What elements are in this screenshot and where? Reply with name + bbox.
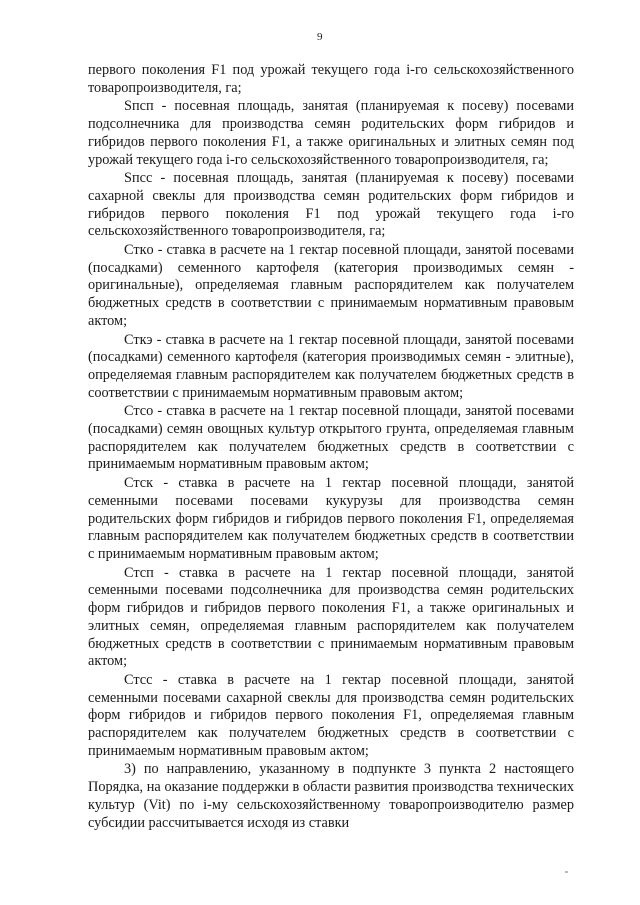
paragraph-spsp-definition: Sпсп - посевная площадь, занятая (планируемая к посеву) посевами подсолнечника для производства семян родительских форм гибридов и гибридов первого поколения F1, а также оригинальных и элитных семян под урожай текущего года i-го сельскохозяйственного товаропроизводителя, га;: [88, 98, 574, 168]
paragraph-continuation: первого поколения F1 под урожай текущего года i-го сельскохозяйственного товаропроизводителя, га;: [88, 62, 574, 96]
scan-speck: [565, 871, 568, 873]
paragraph-stko-definition: Сткo - ставка в расчете на 1 гектар посевной площади, занятой посевами (посадками) семенного картофеля (категория производимых семян - оригинальные), определяемая главным распорядителем как получателем бюджетных средств в соответствии с принимаемым нормативным правовым актом;: [88, 242, 574, 329]
paragraph-stss-definition: Стсс - ставка в расчете на 1 гектар посевной площади, занятой семенными посевами сахарной свеклы для производства семян родительских форм гибридов и гибридов первого поколения F1, определяемая главным распорядителем как получателем бюджетных средств в соответствии с принимаемым нормативным правовым актом;: [88, 671, 574, 759]
paragraph-item-3: 3) по направлению, указанному в подпункте 3 пункта 2 настоящего Порядка, на оказание поддержки в области развития производства технических культур (Vit) по i-му сельскохозяйственному товаропроизводителю размер субсидии рассчитывается исходя из ставки: [88, 761, 574, 831]
paragraph-stsk-definition: Стск - ставка в расчете на 1 гектар посевной площади, занятой семенными посевами посевами кукурузы для производства семян родительских форм гибридов и гибридов первого поколения F1, определяемая главным распорядителем как получателем бюджетных средств в соответствии с принимаемым нормативным правовым актом;: [88, 475, 574, 562]
document-body: [88, 62, 574, 832]
paragraph-spss-definition: Sпсс - посевная площадь, занятая (планируемая к посеву) посевами сахарной свеклы для производства семян родительских форм гибридов и гибридов первого поколения F1 под урожай текущего года i-го сельскохозяйственного товаропроизводителя, га;: [88, 170, 574, 240]
page-number: 9: [317, 31, 323, 43]
paragraph-stsp-definition: Стсп - ставка в расчете на 1 гектар посевной площади, занятой семенными посевами подсолнечника для производства семян родительских форм гибридов и гибридов первого поколения F1, а также оригинальных и элитных семян, определяемая главным распорядителем как получателем бюджетных средств в соответствии с принимаемым нормативным правовым актом;: [88, 564, 574, 670]
paragraph-stke-definition: Сткэ - ставка в расчете на 1 гектар посевной площади, занятой посевами (посадками) семенного картофеля (категория производимых семян - элитные), определяемая главным распорядителем как получателем бюджетных средств в соответствии с принимаемым нормативным правовым актом;: [88, 331, 574, 401]
paragraph-stso-definition: Стсо - ставка в расчете на 1 гектар посевной площади, занятой посевами (посадками) семян овощных культур открытого грунта, определяемая главным распорядителем как получателем бюджетных средств в соответствии с принимаемым нормативным правовым актом;: [88, 403, 574, 473]
